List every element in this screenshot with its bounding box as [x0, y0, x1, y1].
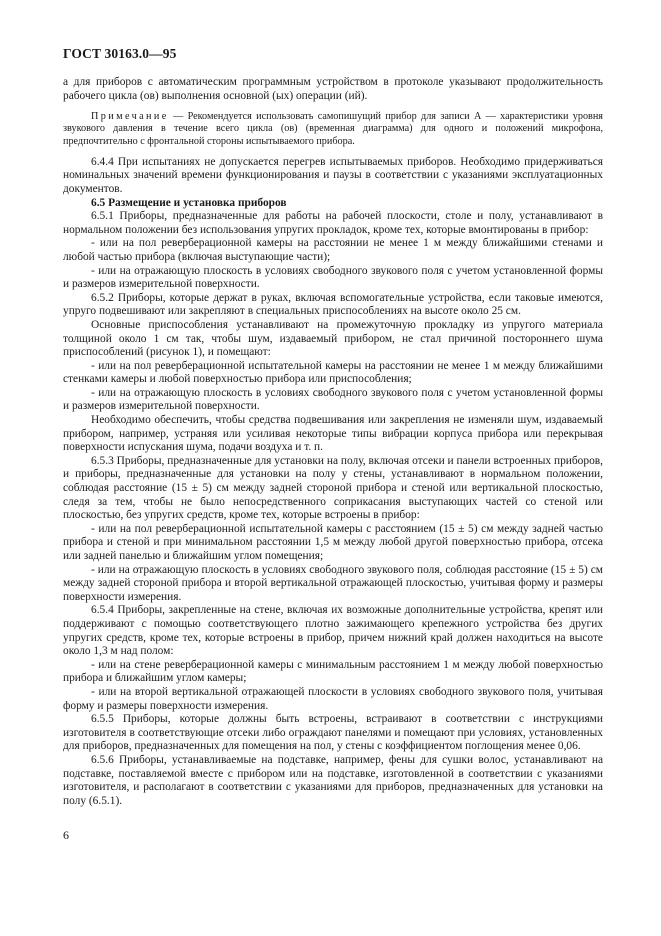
- body-paragraph: Основные приспособления устанавливают на промежуточную прокладку из упругого материала толщиной около 1 см так, чтобы шум, издаваемый прибором, не стал причиной постороннего шума приспособлений (рисунок 1), и помещают:: [63, 318, 603, 359]
- body-paragraph: 6.5.5 Приборы, которые должны быть встроены, встраивают в соответствии с инструкциями изготовителя в соответствующие отсеки либо ограждают панелями и помещают при условиях, установленных для приборов, предназначенных для помещения на пол, у стены с коэффициентом поглощения менее 0,06.: [63, 713, 603, 753]
- body-paragraph: - или на пол реверберационной камеры на расстоянии не менее 1 м между ближайшими стенами и любой частью прибора (включая выступающие части);: [63, 237, 603, 263]
- body-paragraph: 6.5.2 Приборы, которые держат в руках, включая вспомогательные устройства, если таковые имеются, упруго подвешивают или закрепляют в специальных приспособлениях на высоте около 25 см.: [63, 291, 603, 318]
- body-paragraph: а для приборов с автоматическим программным устройством в протоколе указывают продолжительность рабочего цикла (ов) выполнения основной (ых) операции (ий).: [63, 76, 603, 102]
- body-paragraph: 6.5.3 Приборы, предназначенные для установки на полу, включая отсеки и панели встроенных приборов, и приборы, предназначенные для установки на полу у стены, устанавливают в нормальном положении, соблюдая расстояние (15 ± 5) см между задней стороной прибора и стеной или вертикальной плоскостью, следя за тем, чтобы не было непосредственного соприкасания выступающих частей со стеной или плоскостью, без упругих средств, кроме тех, которые встроены в прибор:: [63, 454, 603, 522]
- note-paragraph: [63, 111, 603, 148]
- body-paragraph: - или на стене реверберационной камеры с минимальным расстоянием 1 м между любой поверхностью прибора и ближайшим углом камеры;: [63, 658, 603, 685]
- body-paragraph: - или на отражающую плоскость в условиях свободного звукового поля, соблюдая расстояние (15 ± 5) см между задней стороной прибора и второй вертикальной отражающей плоскостью, учитывая форму и размеры поверхности измерения.: [63, 563, 603, 603]
- body-paragraph: 6.5.1 Приборы, предназначенные для работы на рабочей плоскости, столе и полу, устанавливают в нормальном положении без использования упругих прокладок, кроме тех, которые вмонтированы в прибор:: [63, 210, 603, 236]
- body-paragraph: - или на отражающую плоскость в условиях свободного звукового поля с учетом установленной формы и размеров измерительной поверхности.: [63, 386, 603, 413]
- page-number: 6: [63, 828, 69, 842]
- body-paragraph: 6.5.6 Приборы, устанавливаемые на подставке, например, фены для сушки волос, устанавливают на подставке, поставляемой вместе с прибором или на подставке, изготовленной в соответствии с указаниями изготовителя, и располагают в соответствии с указаниями для приборов, предназначенных для установки на полу (6.5.1).: [63, 753, 603, 807]
- section-heading: 6.5 Размещение и установка приборов: [91, 196, 287, 209]
- body-paragraph: - или на отражающую плоскость в условиях свободного звукового поля с учетом установленной формы и размеров измерительной поверхности.: [63, 264, 603, 291]
- body-paragraph: - или на второй вертикальной отражающей плоскости в условиях свободного звукового поля, учитывая форму и размеры поверхности измерения.: [63, 685, 603, 712]
- body-paragraph: Необходимо обеспечить, чтобы средства подвешивания или закрепления не изменяли шум, издаваемый прибором, например, устраняя или усиливая некоторые типы вибрации корпуса прибора или перекрывая поверхности испускания шума, подачи воздуха и т. п.: [63, 414, 603, 454]
- body-paragraph: - или на пол реверберационной испытательной камеры с расстоянием (15 ± 5) см между задней частью прибора и стеной и при минимальном расстоянии 1,5 м между любой другой поверхностью прибора, отсека или задней панелью и ближайшим углом помещения;: [63, 522, 603, 563]
- document-header: ГОСТ 30163.0—95: [63, 46, 177, 61]
- body-paragraph: - или на пол реверберационной испытательной камеры на расстоянии не менее 1 м между ближайшими стенками камеры и любой поверхностью прибора или приспособления;: [63, 359, 603, 386]
- note-label: Примечание: [91, 111, 169, 123]
- body-paragraph: 6.4.4 При испытаниях не допускается перегрев испытываемых приборов. Необходимо придерживаться номинальных значений времени функционирования и паузы в соответствии с указаниями эксплуатационных документов.: [63, 155, 603, 195]
- note-text: — Рекомендуется использовать самопишущий прибор для записи А — характеристики уровня звукового давления в течение всего цикла (ов) (временная диаграмма) для одного и положений микрофона, предпочтительно с фронтальной стороны испытываемого прибора.: [63, 111, 603, 147]
- document-body: [63, 76, 603, 808]
- body-paragraph: 6.5.4 Приборы, закрепленные на стене, включая их возможные дополнительные устройства, крепят или поддерживают с помощью соответствующего плотно зажимающего крепежного устройства без других упругих средств, кроме тех, которые встроены в прибор, причем нижний край должен находиться на высоте около 1,3 м над полом:: [63, 604, 603, 658]
